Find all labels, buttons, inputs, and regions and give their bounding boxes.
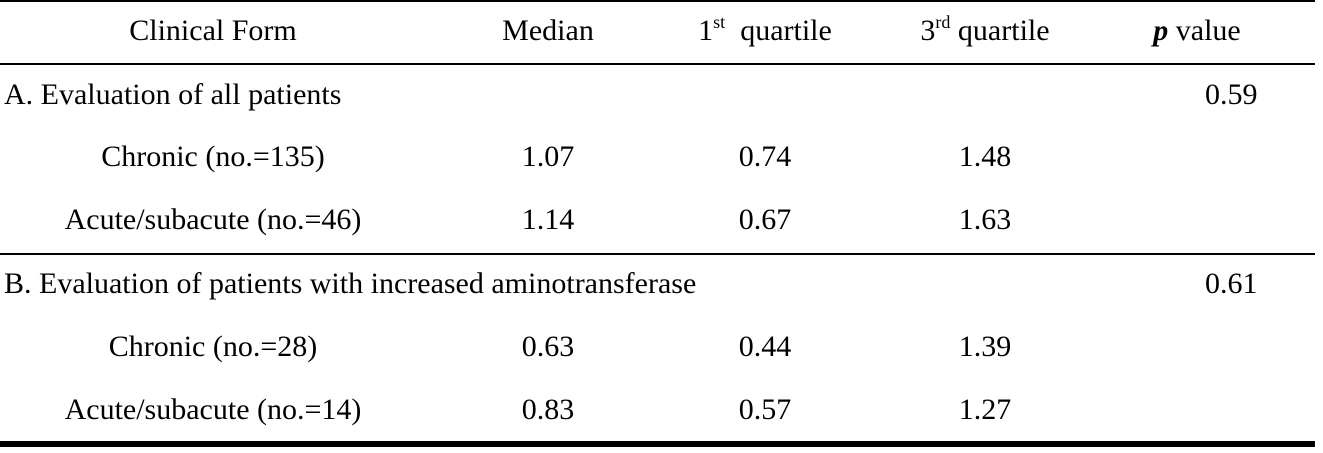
section-a-row-2-q1: 0.67 [738,203,792,236]
header-first-quartile [698,14,832,48]
table-bottom-rule [0,441,1315,447]
header-p-letter: p [1153,14,1169,47]
header-median: Median [502,14,594,47]
header-p-value [1153,14,1240,48]
section-b-row-1-form: Chronic (no.=28) [108,330,318,363]
header-rule [0,63,1315,65]
section-a-row-1-q3: 1.48 [958,140,1012,173]
section-b-label: B. Evaluation of patients with increased aminotransferase [4,267,697,300]
section-a-row-2-form: Acute/subacute (no.=46) [64,203,362,236]
section-a-row-2-q3: 1.63 [958,203,1012,236]
section-b-row-2-form: Acute/subacute (no.=14) [64,393,362,426]
section-a-row-1-form: Chronic (no.=135) [101,140,325,173]
header-q3-number: 3 [920,14,936,47]
section-b-row-2-median: 0.83 [521,393,575,426]
header-q3-word: quartile [957,14,1050,47]
section-a-row-1-q1: 0.74 [738,140,792,173]
table-top-rule [0,0,1315,2]
section-a-row-2-median: 1.14 [521,203,575,236]
header-q3-superscript: rd [935,12,951,32]
header-q1-superscript: st [713,12,726,32]
section-b-row-1-q3: 1.39 [958,330,1012,363]
header-third-quartile [920,14,1049,48]
section-b-row-2-q1: 0.57 [738,393,792,426]
section-b-p-value: 0.61 [1205,267,1258,300]
section-b-row-1-median: 0.63 [521,330,575,363]
section-b-row-2-q3: 1.27 [958,393,1012,426]
section-b-row-1-q1: 0.44 [738,330,792,363]
section-divider-rule [0,253,1315,255]
header-q1-word: quartile [740,14,832,47]
header-q1-number: 1 [698,14,714,47]
header-clinical-form: Clinical Form [129,14,297,47]
section-a-row-1-median: 1.07 [521,140,575,173]
section-a-label: A. Evaluation of all patients [4,78,342,111]
section-a-p-value: 0.59 [1205,78,1258,111]
header-p-word: value [1175,14,1241,47]
